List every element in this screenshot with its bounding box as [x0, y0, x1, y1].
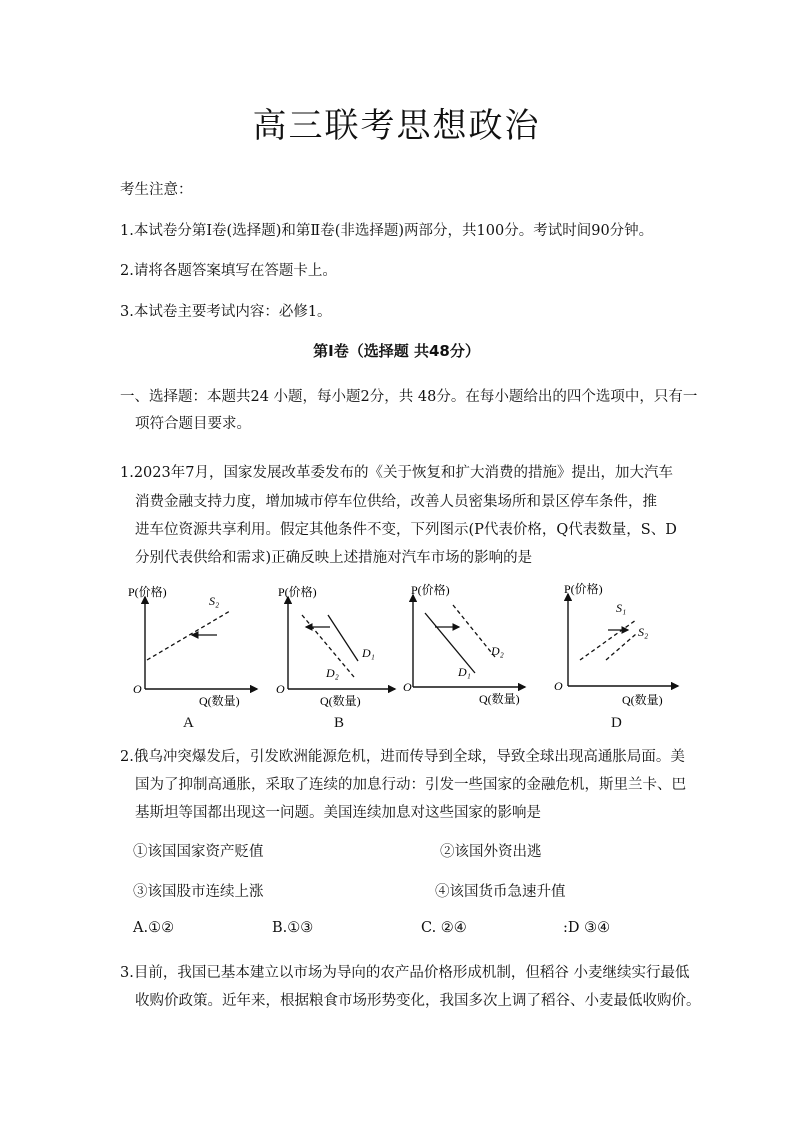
- x-axis-label: Q(数量): [199, 694, 240, 708]
- q2-option-a: A.①②: [133, 920, 175, 936]
- graph-d: [548, 580, 683, 716]
- q1-stem-line: 进车位资源共享利用。假定其他条件不变，下列图示(P代表价格，Q代表数量，S、D: [135, 522, 677, 538]
- x-axis-label: Q(数量): [320, 694, 361, 708]
- graph-label-a: A: [183, 715, 194, 731]
- instructions-line: 项符合题目要求。: [135, 416, 251, 432]
- y-axis-label: P(价格): [564, 582, 603, 596]
- instructions-line: 一、选择题：本题共24 小题，每小题2分，共 48分。在每小题给出的四个选项中，只有一: [120, 389, 698, 405]
- graph-a: [125, 585, 265, 719]
- q2-option-c: C. ②④: [421, 920, 467, 936]
- graph-c: [403, 583, 533, 717]
- curve-label: S₂: [209, 594, 220, 608]
- section-title: 第Ⅰ卷（选择题 共48分）: [313, 342, 480, 360]
- q1-stem-line: 消费金融支持力度，增加城市停车位供给，改善人员密集场所和景区停车条件，推: [135, 494, 657, 510]
- curve-label: D₂: [491, 644, 504, 658]
- curve-label: D₁: [458, 665, 471, 679]
- graph-b: [270, 585, 400, 719]
- q1-stem-line: 分别代表供给和需求)正确反映上述措施对汽车市场的影响的是: [135, 550, 533, 566]
- q2-statement: ②该国外资出逃: [440, 844, 542, 860]
- origin-label: O: [276, 682, 285, 696]
- notice-heading: 考生注意：: [120, 182, 193, 198]
- y-axis-label: P(价格): [411, 583, 450, 597]
- y-axis-label: P(价格): [128, 585, 167, 599]
- curve-label: D₁: [362, 646, 375, 660]
- q2-stem-line: 2.俄乌冲突爆发后，引发欧洲能源危机，进而传导到全球，导致全球出现高通胀局面。美: [120, 749, 685, 765]
- q2-option-d: :D ③④: [563, 920, 611, 936]
- q3-stem-line: 收购价政策。近年来，根据粮食市场形势变化，我国多次上调了稻谷、小麦最低收购价。: [135, 993, 701, 1009]
- q2-stem-line: 基斯坦等国都出现这一问题。美国连续加息对这些国家的影响是: [135, 805, 541, 821]
- notice-item: 3.本试卷主要考试内容：必修1。: [120, 304, 332, 320]
- q2-statement: ①该国国家资产贬值: [133, 844, 264, 860]
- y-axis-label: P(价格): [278, 585, 317, 599]
- x-axis-label: Q(数量): [479, 692, 520, 706]
- q3-stem-line: 3.目前，我国已基本建立以市场为导向的农产品价格形成机制，但稻谷 小麦继续实行最低: [120, 965, 690, 981]
- q1-stem-line: 1.2023年7月，国家发展改革委发布的《关于恢复和扩大消费的措施》提出，加大汽车: [120, 465, 673, 481]
- notice-item: 2.请将各题答案填写在答题卡上。: [120, 263, 337, 279]
- q2-stem-line: 国为了抑制高通胀，采取了连续的加息行动：引发一些国家的金融危机，斯里兰卡、巴: [135, 777, 686, 793]
- q2-statement: ④该国货币急速升值: [435, 884, 566, 900]
- q2-statement: ③该国股市连续上涨: [133, 884, 264, 900]
- origin-label: O: [403, 680, 412, 694]
- curve-label: S₁: [616, 601, 627, 615]
- curve-label: D₂: [326, 666, 339, 680]
- graph-label-d: D: [611, 715, 622, 731]
- origin-label: O: [554, 679, 563, 693]
- curve-label: S₂: [638, 625, 649, 639]
- graph-label-b: B: [334, 715, 345, 731]
- q2-option-b: B.①③: [272, 920, 314, 936]
- x-axis-label: Q(数量): [622, 693, 663, 707]
- notice-item: 1.本试卷分第Ⅰ卷(选择题)和第Ⅱ卷(非选择题)两部分，共100分。考试时间90分钟。: [120, 223, 654, 239]
- page-title: 高三联考思想政治: [252, 106, 541, 146]
- origin-label: O: [133, 682, 142, 696]
